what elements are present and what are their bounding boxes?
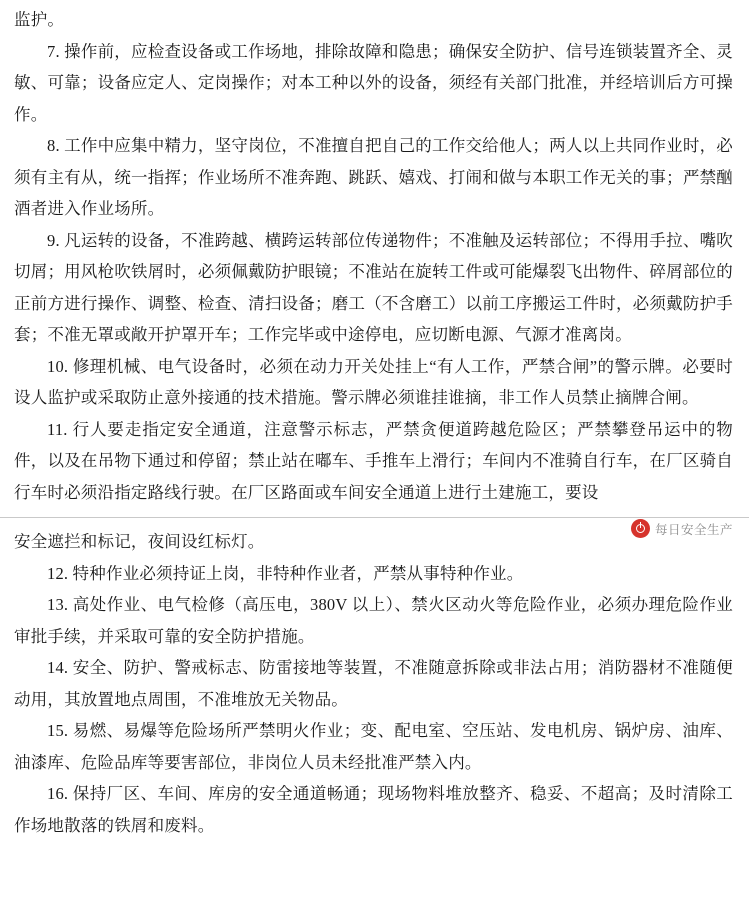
safety-badge-icon (631, 519, 650, 538)
watermark-label: 每日安全生产 (654, 522, 733, 537)
paragraph-item-15: 15. 易燃、易爆等危险场所严禁明火作业；变、配电室、空压站、发电机房、锅炉房、油库、油漆库、危险品库等要害部位，非岗位人员未经批准严禁入内。 (14, 721, 733, 772)
paragraph-item-11-continued: 安全遮拦和标记，夜间设红标灯。 (14, 532, 265, 551)
section-divider (0, 517, 749, 518)
paragraph-continuation: 监护。 (14, 10, 65, 29)
paragraph-item-8: 8. 工作中应集中精力，坚守岗位，不准擅自把自己的工作交给他人；两人以上共同作业时，必须有主有从，统一指挥；作业场所不准奔跑、跳跃、嬉戏、打闹和做与本职工作无关的事；严禁酗酒者进入作业场所。 (14, 136, 733, 218)
paragraph-item-13: 13. 高处作业、电气检修（高压电，380V 以上）、禁火区动火等危险作业，必须办理危险作业审批手续，并采取可靠的安全防护措施。 (14, 595, 733, 646)
paragraph-item-12: 12. 特种作业必须持证上岗，非特种作业者，严禁从事特种作业。 (47, 563, 524, 583)
document-bottom-section (0, 526, 749, 841)
paragraph-item-11: 11. 行人要走指定安全通道，注意警示标志，严禁贪便道跨越危险区；严禁攀登吊运中的物件，以及在吊物下通过和停留；禁止站在嘟车、手推车上滑行；车间内不准骑自行车，在厂区骑自行车时必须沿指定路线行驶。在厂区路面或车间安全通道上进行土建施工，要设 (14, 419, 733, 502)
watermark-badge[interactable] (631, 519, 733, 538)
paragraph-item-10: 10. 修理机械、电气设备时，必须在动力开关处挂上“有人工作，严禁合闸”的警示牌。必要时设人监护或采取防止意外接通的技术措施。警示牌必须谁挂谁摘，非工作人员禁止摘牌合闸。 (14, 356, 733, 407)
paragraph-item-16: 16. 保持厂区、车间、库房的安全通道畅通；现场物料堆放整齐、稳妥、不超高；及时清除工作场地散落的铁屑和废料。 (14, 784, 733, 835)
paragraph-item-14: 14. 安全、防护、警戒标志、防雷接地等装置，不准随意拆除或非法占用；消防器材不准随便动用，其放置地点周围，不准堆放无关物品。 (14, 658, 733, 709)
paragraph-item-7: 7. 操作前，应检查设备或工作场地，排除故障和隐患；确保安全防护、信号连锁装置齐全、灵敏、可靠；设备应定人、定岗操作；对本工种以外的设备，须经有关部门批准，并经培训后方可操作。 (14, 41, 733, 124)
paragraph-item-9: 9. 凡运转的设备，不准跨越、横跨运转部位传递物件；不准触及运转部位；不得用手拉、嘴吹切屑；用风枪吹铁屑时，必须佩戴防护眼镜；不准站在旋转工件或可能爆裂飞出物件、碎屑部位的正前方进行操作、调整、检查、清扫设备；磨工（不含磨工）以前工序搬运工件时，必须戴防护手套；不准无罩或敞开护罩开车；工作完毕或中途停电，应切断电源、气源才准离岗。 (14, 230, 733, 344)
